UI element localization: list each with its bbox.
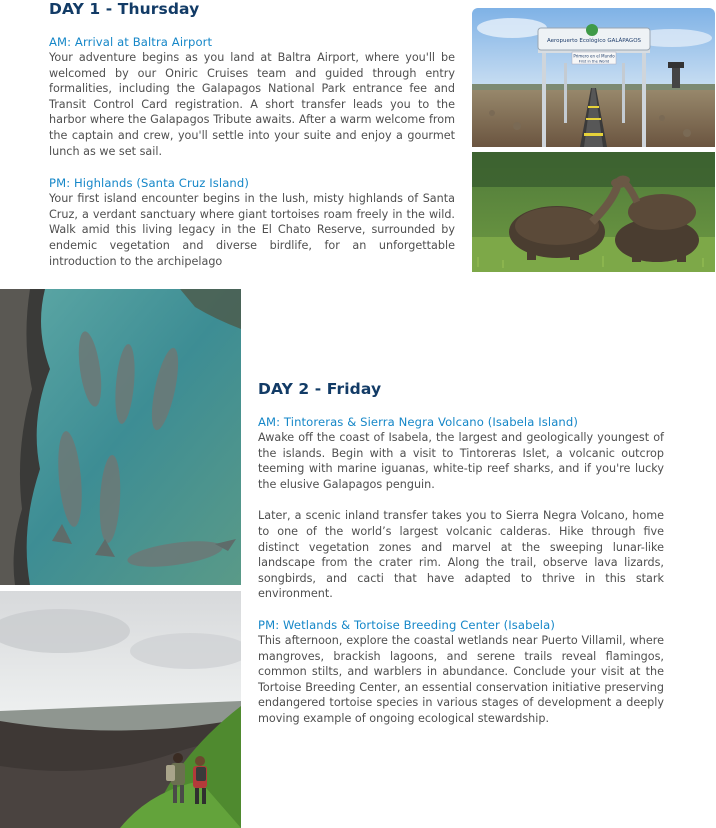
day1-am-text: Your adventure begins as you land at Baltra Airport, where you'll be welcomed by our Oniric Cruises team and guided through entry formalities, including the Galapagos National Park entrance fee and Transit Control Card registration. A short transfer leads you to the harbor where the Galapagos Tribute awaits. After a warm welcome from the captain and crew, you'll settle into your suite and enjoy a gourmet lunch as we set sail. [49,51,455,158]
day2-section [258,380,664,727]
tortoise-photo [472,152,715,272]
day1-section [49,0,455,269]
day1-pm-text: Your first island encounter begins in the lush, misty highlands of Santa Cruz, a verdant sanctuary where giant tortoises roam freely in the wild. Walk amid this living legacy in the El Chato Reserve, surrounded by endemic vegetation and diverse birdlife, for an unforgettable introduction to the archipelago [49,192,455,268]
day2-am-text-2: Later, a scenic inland transfer takes you to Sierra Negra Volcano, home to one of the world’s largest volcanic calderas. Hike through five distinct vegetation zones and marvel at the sweeping lunar-like landscape from the crater rim. Along the trail, observe lava lizards, songbirds, and cacti that have adapted to thrive in this stark environment. [258,509,664,601]
day1-title: DAY 1 - Thursday [49,0,200,18]
day1-pm-heading: PM: Highlands (Santa Cruz Island) [49,176,249,191]
day2-pm-heading: PM: Wetlands & Tortoise Breeding Center (Isabela) [258,617,555,632]
airport-photo [472,8,715,147]
volcano-hikers-photo [0,591,241,828]
day2-am-heading: AM: Tintoreras & Sierra Negra Volcano (Isabela Island) [258,415,578,429]
airport-sign-line2: Primero en el Mundo [573,53,615,59]
airport-sign-line3: First in the World [578,59,610,64]
day2-title: DAY 2 - Friday [258,380,382,398]
airport-sign-line1: Aeropuerto Ecológico GALÁPAGOS [546,38,642,44]
day2-pm-text: This afternoon, explore the coastal wetlands near Puerto Villamil, where mangroves, brackish lagoons, and serene trails reveal flamingos, common stilts, and warblers in abundance. Conclude your visit at the Tortoise Breeding Center, an essential conservation initiative preserving endangered tortoise species in various stages of development a deeply moving example of ongoing ecological stewardship. [258,633,664,725]
shark-lagoon-photo [0,289,241,585]
day1-am-heading: AM: Arrival at Baltra Airport [49,35,213,49]
day2-am-text: Awake off the coast of Isabela, the largest and geologically youngest of the islands. Begin with a visit to Tintoreras Islet, a volcanic outcrop teeming with marine iguanas, white-tip reef sharks, and if you're lucky the elusive Galapagos penguin. [258,431,664,491]
